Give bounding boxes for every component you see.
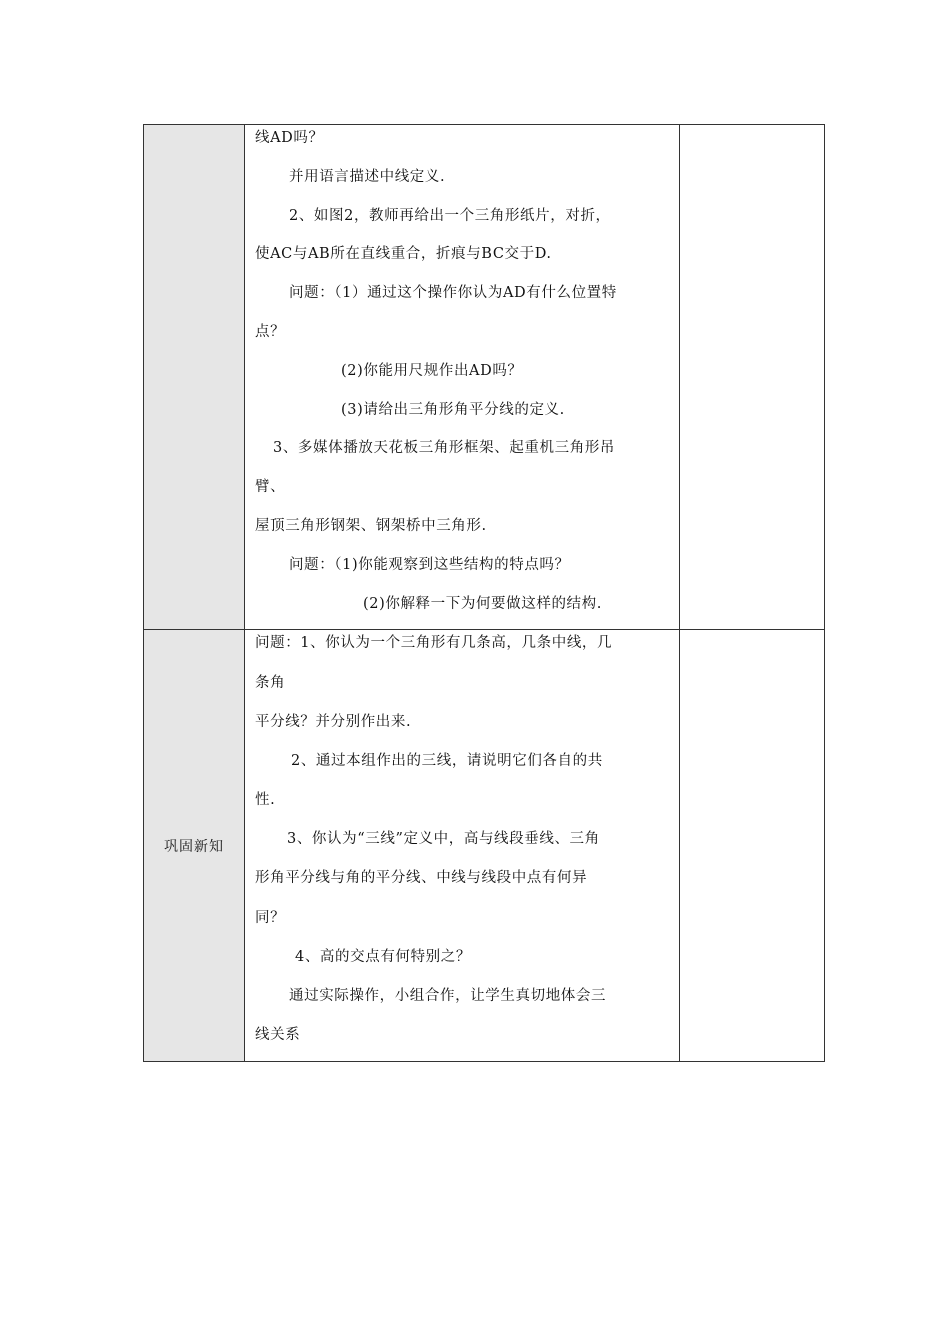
text-line: 使AC与AB所在直线重合，折痕与BC交于D. xyxy=(255,246,552,263)
table-row xyxy=(144,630,825,1062)
text-line: 4、高的交点有何特别之？ xyxy=(295,948,471,965)
text-line: 2、通过本组作出的三线，请说明它们各自的共 xyxy=(291,752,603,769)
text-line: 点？ xyxy=(255,323,286,340)
notes-cell xyxy=(680,125,825,630)
text-line: (2)你解释一下为何要做这样的结构. xyxy=(363,595,602,612)
section-label-cell xyxy=(144,630,245,1062)
text-line: 问题：（1)你能观察到这些结构的特点吗？ xyxy=(289,556,570,573)
text-line: 平分线？并分别作出来. xyxy=(255,713,412,730)
text-line: 线AD吗？ xyxy=(255,130,324,146)
content-cell xyxy=(245,125,680,630)
text-line: 同？ xyxy=(255,909,286,926)
text-line: 条角 xyxy=(255,674,286,691)
text-line: 并用语言描述中线定义. xyxy=(289,168,446,185)
section-label: 巩固新知 xyxy=(164,838,224,855)
text-line: 3、你认为“三线”定义中，高与线段垂线、三角 xyxy=(287,831,600,848)
text-line: (2)你能用尺规作出AD吗？ xyxy=(341,362,523,379)
text-line: 臂、 xyxy=(255,479,286,496)
text-line: 屋顶三角形钢架、钢架桥中三角形. xyxy=(255,517,487,534)
text-line: 通过实际操作，小组合作，让学生真切地体会三 xyxy=(289,988,607,1005)
text-line: 线关系 xyxy=(255,1027,301,1044)
content-cell xyxy=(245,630,680,1062)
table-row xyxy=(144,125,825,630)
text-line: 性. xyxy=(255,792,276,809)
text-line: (3)请给出三角形角平分线的定义. xyxy=(341,401,565,418)
notes-cell xyxy=(680,630,825,1062)
section-label-cell xyxy=(144,125,245,630)
text-line: 2、如图2，教师再给出一个三角形纸片，对折， xyxy=(289,207,611,224)
lesson-plan-table xyxy=(143,124,825,1062)
text-line: 形角平分线与角的平分线、中线与线段中点有何异 xyxy=(255,870,588,887)
text-line: 问题：1、你认为一个三角形有几条高，几条中线，几 xyxy=(255,635,613,652)
text-line: 问题：（1）通过这个操作你认为AD有什么位置特 xyxy=(289,285,617,302)
text-line: 3、多媒体播放天花板三角形框架、起重机三角形吊 xyxy=(273,440,616,457)
